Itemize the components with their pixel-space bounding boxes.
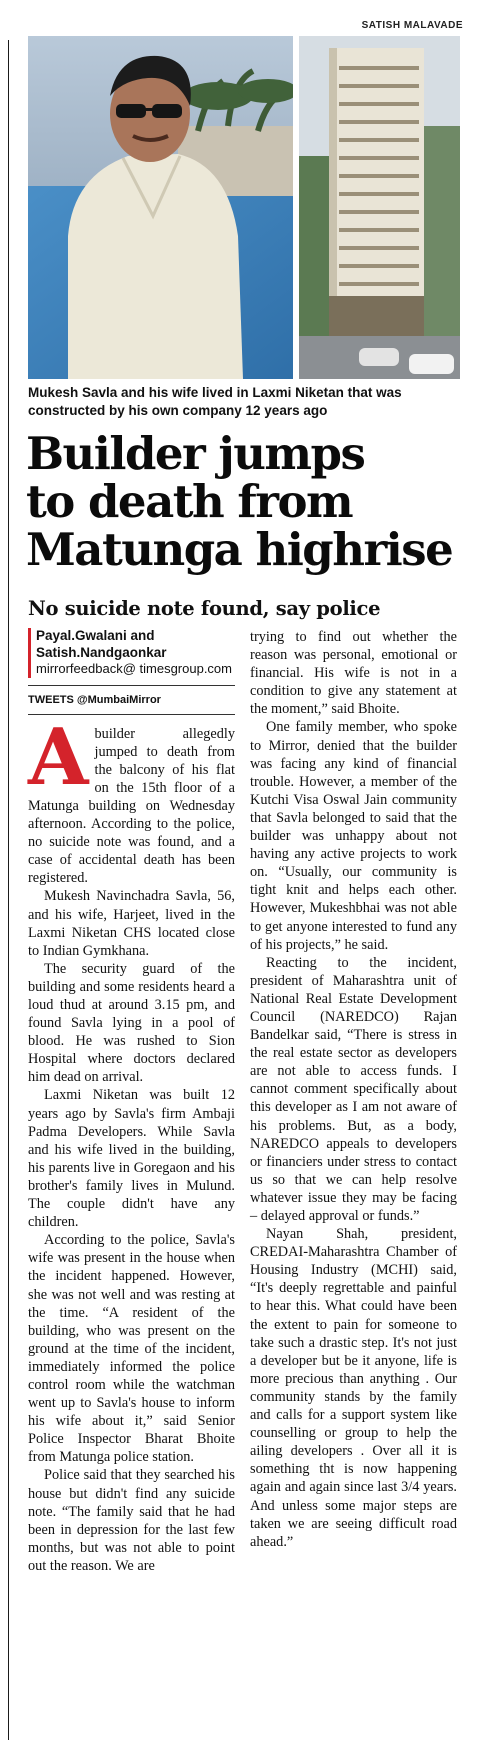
- article-paragraph: According to the police, Savla's wife was present in the house when the incident happened. However, she was not well and was resting at the time. “A resident of the building, who was present on the ground at the time of the incident, immediately informed the police control room while the watchman went up to Savla's house to inform his wife about it,” said Senior Police Inspector Bharat Bhoite from Matunga police station.: [28, 1232, 235, 1466]
- article-paragraph: The security guard of the building and some residents heard a loud thud at around 3.15 pm, and found Savla lying in a pool of blood. He was rushed to Sion Hospital where doctors declared him dead on arrival.: [28, 960, 235, 1086]
- twitter-handle: TWEETS @MumbaiMirror: [28, 685, 235, 715]
- article-paragraph: trying to find out whether the reason was personal, emotional or financial. His wife is not in a condition to give any statement at the moment,” said Bhoite.: [250, 629, 457, 718]
- building-photo: [299, 36, 460, 379]
- portrait-photo: [28, 36, 293, 379]
- photo-credit: SATISH MALAVADE: [361, 20, 463, 31]
- byline-email: mirrorfeedback@ timesgroup.com: [36, 661, 232, 676]
- article-paragraph: Nayan Shah, president, CREDAI-Maharashtra Chamber of Housing Industry (MCHI) said, “It's deeply regrettable and painful to hear this. What could have been the extent to pain for someone to take such a drastic step. It's not just a developer but be it anyone, life is more precious than anything . Our community stands by the family and calls for a support system like counselling or group to help the ailing developers . Over all it is something tht is now happening again and again since last 3/4 years. And unless some major steps are taken we are seeing difficult road ahead.”: [250, 1226, 457, 1550]
- headline-line: Builder jumps: [26, 427, 365, 480]
- article-paragraph: Police said that they searched his house but didn't find any suicide note. “The family said that he had been in depression for the last few months, but was not able to point out the reason. We are: [28, 1467, 235, 1574]
- byline-authors: Payal.Gwalani and Satish.Nandgaonkar: [36, 628, 167, 660]
- article-column-left: [28, 628, 235, 1575]
- article-paragraph: Reacting to the incident, president of Maharashtra unit of National Real Estate Development Council (NAREDCO) Rajan Bandelkar said, “There is stress in the real estate sector as developers are not able to access funds. I cannot comment specifically about this developer as I am not aware of his problems. But, as a body, NAREDCO appeals to developers or financiers under stress to contact us so that we can help resolve whatever issue they may be facing – delayed approval or funds.”: [250, 954, 457, 1224]
- byline: [28, 628, 235, 678]
- article-paragraph: One family member, who spoke to Mirror, denied that the builder was facing any kind of financial trouble. However, a member of the Kutchi Visa Oswal Jain community that Savla belonged to said that the builder was unhappy about not having any active projects to work on. “Usually, our community is tight knit and helps each other. However, Mukeshbhai was not able to get anyone interested to fund any of his projects,” he said.: [250, 719, 457, 953]
- article-paragraph: Abuilder allegedly jumped to death from the balcony of his flat on the 15th floor of a Matunga building on Wednesday afternoon. According to the police, no suicide note was found, and a case of accidental death has been registered.: [28, 711, 235, 887]
- headline: [26, 427, 466, 576]
- article-paragraph: Mukesh Navinchadra Savla, 56, and his wife, Harjeet, lived in the Laxmi Niketan CHS located close to Indian Gymkhana.: [28, 888, 235, 959]
- photo-strip: [28, 36, 460, 379]
- article-paragraph: Laxmi Niketan was built 12 years ago by Savla's firm Ambaji Padma Developers. While Savla and his wife lived in the building, his parents live in Goregaon and his brother's family lives in Mulund. The couple didn't have any children.: [28, 1087, 235, 1231]
- article-column-right: [250, 628, 457, 1551]
- subheadline: No suicide note found, say police: [28, 597, 381, 620]
- photo-caption: Mukesh Savla and his wife lived in Laxmi Niketan that was constructed by his own company 12 years ago: [28, 385, 402, 418]
- headline-line: Matunga highrise: [26, 523, 453, 576]
- headline-line: to death from: [26, 475, 353, 528]
- drop-cap: A: [28, 711, 89, 803]
- column-rule: [8, 40, 9, 1740]
